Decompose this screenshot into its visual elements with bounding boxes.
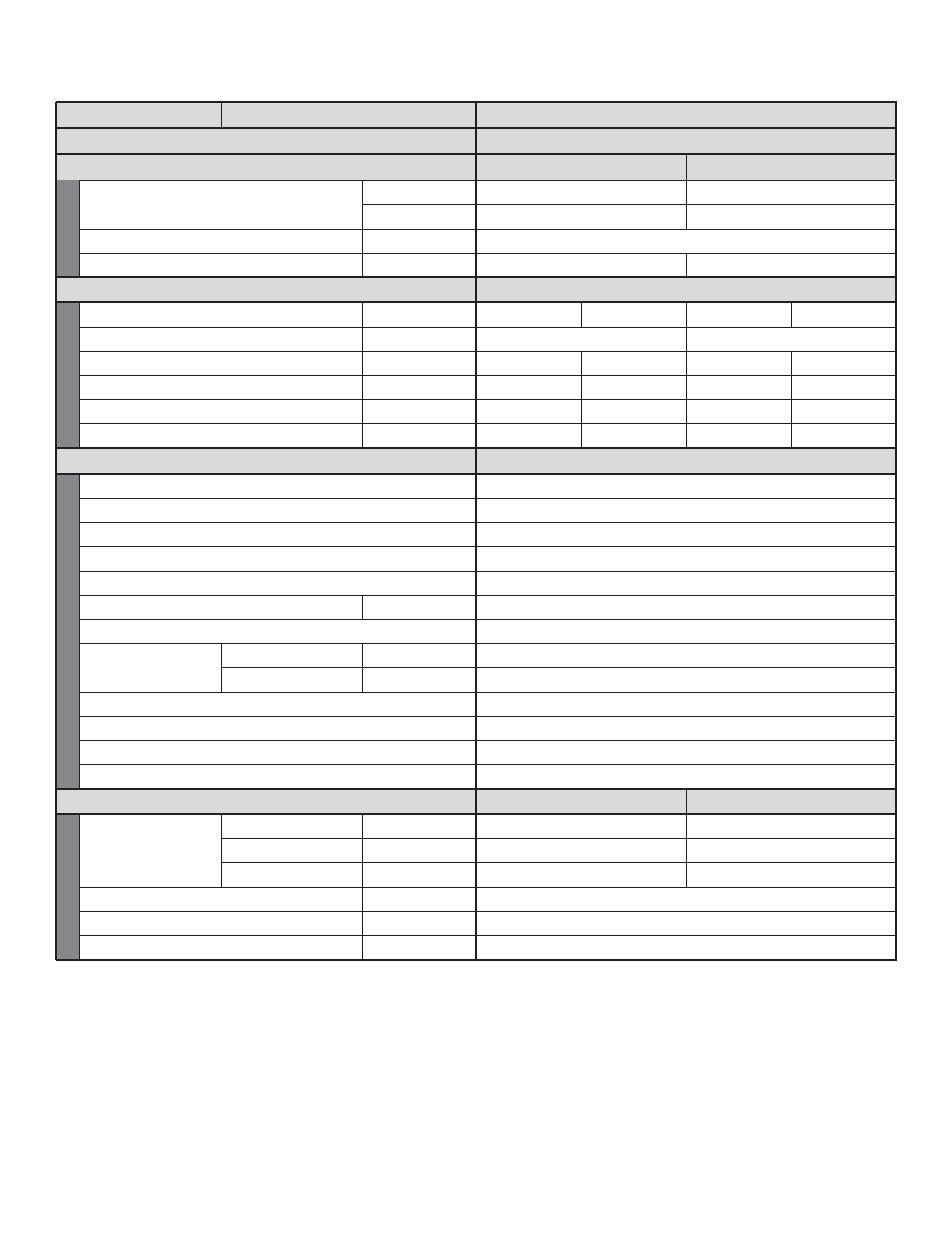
- section-3-row-7-label: [79, 619, 476, 643]
- row-rule: [79, 180, 896, 181]
- section-2-row-2-unit: [362, 327, 476, 351]
- section-4-row-3-label: [221, 862, 362, 887]
- section-2-row-5-value-4: [791, 399, 896, 423]
- column-rule: [221, 643, 222, 692]
- section-2-title-left: [56, 277, 476, 302]
- section-3-row-8-label: [221, 643, 362, 667]
- section-4-row-5-unit: [362, 911, 476, 935]
- section-1-subheader-left: [56, 154, 476, 180]
- row-rule: [79, 619, 896, 620]
- section-3-row-8-value: [476, 643, 896, 667]
- section-3-title-left: [56, 448, 476, 474]
- section-3-row-10-value: [476, 692, 896, 716]
- section-3-row-8-unit: [362, 643, 476, 667]
- section-1-title-right: [476, 128, 896, 154]
- section-4-row-4-label: [79, 887, 362, 911]
- section-2-row-1-value-3: [686, 302, 791, 327]
- section-3-row-10-label: [79, 692, 476, 716]
- section-2-row-3-label: [79, 351, 362, 375]
- column-rule: [221, 102, 222, 128]
- section-2-row-6-value-2: [581, 423, 686, 448]
- section-2-side-tab: [56, 302, 79, 448]
- row-rule: [221, 862, 896, 863]
- row-rule: [221, 667, 896, 668]
- section-2-row-1-value-1: [476, 302, 581, 327]
- row-rule: [56, 813, 896, 815]
- section-3-row-5-label: [79, 571, 476, 595]
- section-4-row-4-value: [476, 887, 896, 911]
- section-3-row-13-value: [476, 764, 896, 789]
- row-rule: [79, 253, 896, 254]
- section-3-side-tab: [56, 474, 79, 789]
- section-4-row-1-value-a: [476, 814, 686, 838]
- section-3-row-11-label: [79, 716, 476, 740]
- section-2-row-5-value-1: [476, 399, 581, 423]
- column-rule: [55, 102, 57, 960]
- section-2-row-3-value-2: [581, 351, 686, 375]
- header-col-2: [221, 102, 476, 128]
- row-rule: [79, 887, 896, 888]
- section-3-row-7-value: [476, 619, 896, 643]
- column-rule: [475, 102, 477, 960]
- row-rule: [79, 375, 896, 376]
- section-4-title-right-a: [476, 789, 686, 814]
- section-2-row-3-value-3: [686, 351, 791, 375]
- row-rule: [79, 327, 896, 328]
- header-col-3: [476, 102, 896, 128]
- column-rule: [362, 595, 363, 619]
- section-4-title-right-b: [686, 789, 896, 814]
- row-rule: [79, 546, 896, 547]
- section-1-row-1-value-a: [476, 180, 686, 204]
- row-rule: [79, 764, 896, 765]
- row-rule: [221, 838, 896, 839]
- section-3-row-2-value: [476, 498, 896, 522]
- section-3-row-1-label: [79, 474, 476, 498]
- row-rule: [56, 447, 896, 449]
- section-1-row-2-value-a: [476, 204, 686, 229]
- row-rule: [56, 301, 896, 303]
- section-4-title-left: [56, 789, 476, 814]
- row-rule: [79, 423, 896, 424]
- section-3-row-3-value: [476, 522, 896, 546]
- section-1-title-left: [56, 128, 476, 154]
- row-rule: [79, 740, 896, 741]
- section-4-row-5-value: [476, 911, 896, 935]
- section-4-row-3-value-a: [476, 862, 686, 887]
- section-4-row-3-unit: [362, 862, 476, 887]
- section-3-group-label: [79, 643, 221, 692]
- row-rule: [79, 643, 896, 644]
- section-3-row-9-label: [221, 667, 362, 692]
- row-rule: [79, 522, 896, 523]
- row-rule: [56, 276, 896, 278]
- section-3-row-13-label: [79, 764, 476, 789]
- row-rule: [56, 153, 896, 155]
- section-3-row-6-unit: [362, 595, 476, 619]
- section-1-row-4-unit: [362, 253, 476, 277]
- row-rule: [79, 229, 896, 230]
- section-2-row-5-value-2: [581, 399, 686, 423]
- section-3-row-9-value: [476, 667, 896, 692]
- section-3-row-1-value: [476, 474, 896, 498]
- section-4-row-6-unit: [362, 935, 476, 960]
- section-1-side-tab: [56, 180, 79, 277]
- section-3-row-6-value: [476, 595, 896, 619]
- section-3-row-12-value: [476, 740, 896, 764]
- row-rule: [79, 692, 896, 693]
- section-2-row-5-unit: [362, 399, 476, 423]
- section-3-title-right: [476, 448, 896, 474]
- section-4-row-2-unit: [362, 838, 476, 862]
- section-3-row-3-label: [79, 522, 476, 546]
- section-1-row-1-unit: [362, 180, 476, 204]
- section-2-row-2-label: [79, 327, 362, 351]
- section-2-row-2-value-1: [476, 327, 686, 351]
- row-rule: [56, 473, 896, 475]
- section-4-row-6-label: [79, 935, 362, 960]
- section-1-row-2-value-b: [686, 204, 896, 229]
- row-rule: [79, 716, 896, 717]
- row-rule: [79, 935, 896, 936]
- section-3-row-5-value: [476, 571, 896, 595]
- section-4-row-1-value-b: [686, 814, 896, 838]
- row-rule: [79, 399, 896, 400]
- section-4-row-1-unit: [362, 814, 476, 838]
- column-rule: [362, 643, 363, 692]
- column-rule: [686, 253, 687, 277]
- section-3-row-11-value: [476, 716, 896, 740]
- section-2-row-4-value-2: [581, 375, 686, 399]
- section-3-row-2-label: [79, 498, 476, 522]
- section-4-row-2-value-a: [476, 838, 686, 862]
- section-2-row-3-value-1: [476, 351, 581, 375]
- section-3-row-9-unit: [362, 667, 476, 692]
- row-rule: [56, 788, 896, 790]
- section-1-subheader-right-a: [476, 154, 686, 180]
- section-2-row-1-label: [79, 302, 362, 327]
- section-4-row-1-label: [221, 814, 362, 838]
- section-1-row-2-unit: [362, 204, 476, 229]
- section-2-row-4-value-4: [791, 375, 896, 399]
- section-1-row-4-label: [79, 253, 362, 277]
- section-1-row-3-value: [476, 229, 896, 253]
- section-2-row-3-value-4: [791, 351, 896, 375]
- section-1-row-4-value-b: [686, 253, 896, 277]
- section-3-row-4-label: [79, 546, 476, 571]
- section-2-row-4-unit: [362, 375, 476, 399]
- section-4-row-5-label: [79, 911, 362, 935]
- section-2-row-6-unit: [362, 423, 476, 448]
- section-2-row-6-value-4: [791, 423, 896, 448]
- section-4-row-4-unit: [362, 887, 476, 911]
- section-4-side-tab: [56, 814, 79, 960]
- section-1-row-1-label: [79, 180, 362, 229]
- section-1-row-1-value-b: [686, 180, 896, 204]
- section-2-row-6-label: [79, 423, 362, 448]
- column-rule: [686, 154, 687, 229]
- section-1-row-3-label: [79, 229, 362, 253]
- section-2-row-6-value-1: [476, 423, 581, 448]
- section-2-row-4-value-1: [476, 375, 581, 399]
- row-rule: [79, 571, 896, 572]
- section-1-row-3-unit: [362, 229, 476, 253]
- section-1-row-4-value-a: [476, 253, 686, 277]
- section-4-row-6-value: [476, 935, 896, 960]
- section-4-row-2-value-b: [686, 838, 896, 862]
- section-2-row-3-unit: [362, 351, 476, 375]
- row-rule: [79, 911, 896, 912]
- section-2-row-5-value-3: [686, 399, 791, 423]
- section-2-row-4-value-3: [686, 375, 791, 399]
- section-2-row-4-label: [79, 375, 362, 399]
- section-2-row-1-value-2: [581, 302, 686, 327]
- section-2-row-1-unit: [362, 302, 476, 327]
- section-1-subheader-right-b: [686, 154, 896, 180]
- column-rule: [221, 814, 222, 887]
- section-2-row-1-value-4: [791, 302, 896, 327]
- row-rule: [79, 351, 896, 352]
- section-2-row-5-label: [79, 399, 362, 423]
- column-rule: [791, 302, 792, 327]
- column-rule: [895, 102, 897, 960]
- section-2-row-2-value-2: [686, 327, 896, 351]
- section-4-group-label: [79, 814, 221, 887]
- header-col-1: [56, 102, 221, 128]
- section-2-row-6-value-3: [686, 423, 791, 448]
- row-rule: [79, 498, 896, 499]
- section-4-row-3-value-b: [686, 862, 896, 887]
- row-rule: [56, 127, 896, 129]
- section-4-row-2-label: [221, 838, 362, 862]
- section-3-row-6-label: [79, 595, 362, 619]
- section-3-row-4-value: [476, 546, 896, 571]
- row-rule: [362, 204, 896, 205]
- column-rule: [581, 302, 582, 327]
- section-2-title-right: [476, 277, 896, 302]
- row-rule: [79, 595, 896, 596]
- section-3-row-12-label: [79, 740, 476, 764]
